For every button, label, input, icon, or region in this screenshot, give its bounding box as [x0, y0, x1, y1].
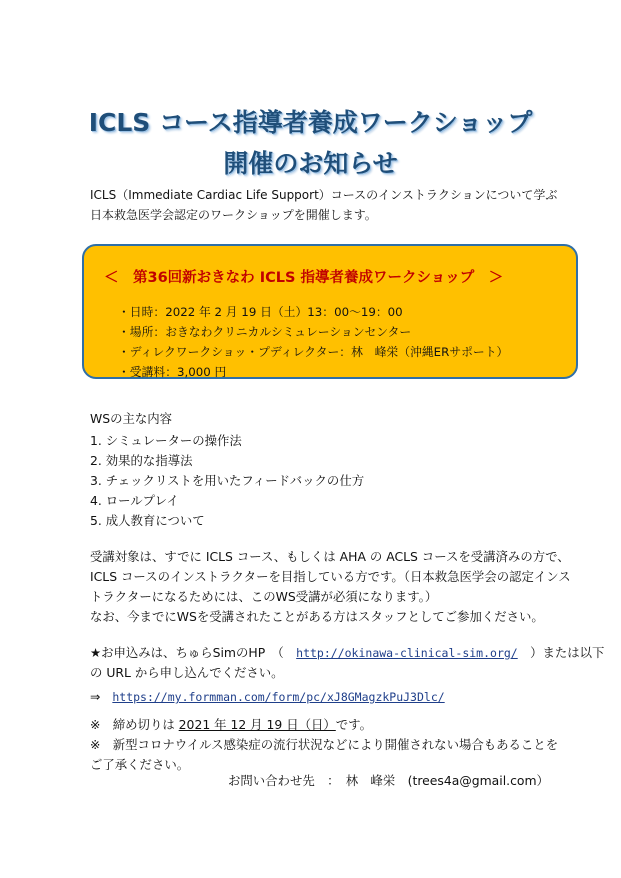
event-info-box	[82, 244, 578, 379]
target-line-4: なお、今までにWSを受講されたことがある方はスタッフとしてご参加ください。	[90, 609, 544, 624]
deadline-note	[90, 715, 372, 733]
apply-line-2: の URL から申し込んでください。	[90, 665, 284, 680]
intro-line-2: 日本救急医学会認定のワークショップを開催します。	[90, 208, 377, 222]
target-line-3: トラクターになるためには、このWS受講が必須になります。）	[90, 589, 438, 604]
deadline-date: 2021 年 12 月 19 日（日）	[178, 717, 336, 732]
list-item: 3. チェックリストを用いたフィードバックの仕方	[90, 473, 365, 488]
apply-suffix: ）または以下	[517, 645, 605, 660]
contact-info: お問い合わせ先 ： 林 峰栄 (trees4a@gmail.com）	[228, 773, 549, 788]
intro-line-1: ICLS（Immediate Cardiac Life Support）コースのインストラクションについて学ぶ	[90, 188, 558, 202]
apply-prefix: ★お申込みは、ちゅらSimのHP （	[90, 645, 297, 660]
deadline-suffix: です。	[335, 717, 372, 732]
deadline-prefix: ※ 締め切りは	[90, 717, 179, 732]
covid-note-line-1: ※ 新型コロナウイルス感染症の流行状況などにより開催されない場合もあることを	[90, 737, 559, 752]
website-link[interactable]: http://okinawa-clinical-sim.org/	[296, 646, 518, 660]
form-link-line	[90, 689, 445, 704]
page-title-line1: ICLS コース指導者養成ワークショップ	[88, 108, 533, 137]
list-item: 4. ロールプレイ	[90, 493, 179, 508]
event-title: ＜ 第36回新おきなわ ICLS 指導者養成ワークショップ ＞	[104, 270, 504, 286]
covid-note-line-2: ご了承ください。	[90, 757, 190, 772]
form-link[interactable]: https://my.formman.com/form/pc/xJ8GMagzkPuJ3Dlc/	[112, 690, 445, 704]
target-line-2: ICLS コースのインストラクターを目指している方です。（日本救急医学会の認定インス	[90, 569, 571, 584]
page-title-line2: 開催のお知らせ	[223, 149, 398, 178]
event-fee: ・受講料：3,000 円	[118, 365, 227, 379]
arrow-icon: ⇒	[90, 689, 101, 704]
event-director: ・ディレクワークショッ・プディレクター：林 峰栄（沖縄ERサポート）	[118, 345, 509, 359]
event-venue: ・場所：おきなわクリニカルシミュレーションセンター	[118, 325, 412, 339]
event-date: ・日時：2022 年 2 月 19 日（土）13：00～19：00	[118, 305, 403, 319]
apply-line-1	[90, 643, 604, 661]
list-item: 5. 成人教育について	[90, 513, 205, 528]
contents-heading: WSの主な内容	[90, 411, 173, 426]
list-item: 1. シミュレーターの操作法	[90, 433, 242, 448]
target-line-1: 受講対象は、すでに ICLS コース、もしくは AHA の ACLS コースを受講済みの方で、	[90, 549, 570, 564]
list-item: 2. 効果的な指導法	[90, 453, 193, 468]
